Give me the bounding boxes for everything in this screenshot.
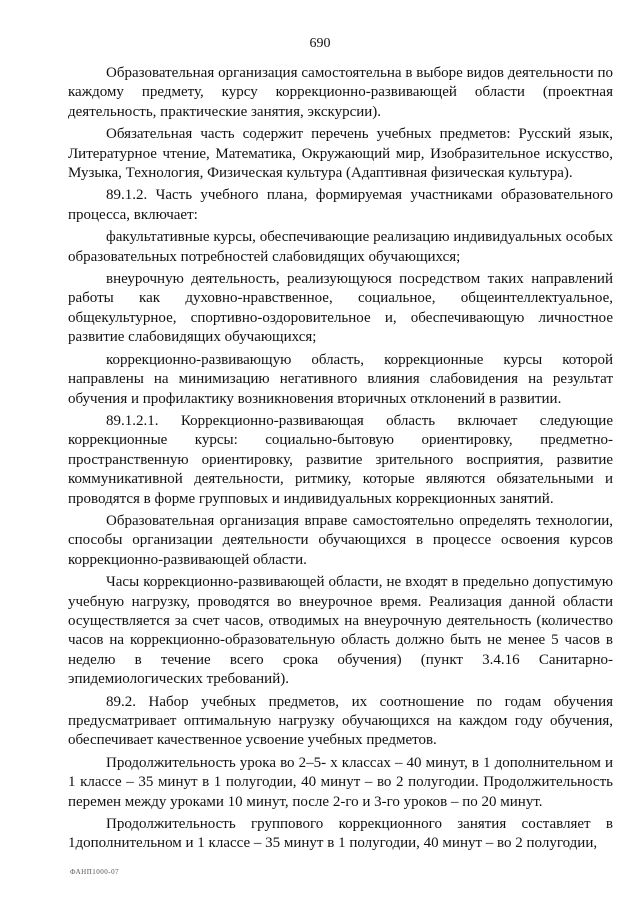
paragraph: 89.1.2.1. Коррекционно-развивающая область включает следующие коррекционные курсы: социально-бытовую ориентировку, предметно-пространственную ориентировку, развитие зрительного восприятия, развитие коммуникативной деятельности, ритмику, которые являются обязательными и проводятся в форме групповых и индивидуальных коррекционных занятий. <box>68 412 613 507</box>
paragraph: Продолжительность группового коррекционного занятия составляет в 1дополнительном и 1 классе – 35 минут в 1 полугодии, 40 минут – во 2 полугодии, <box>68 816 613 852</box>
document-body <box>68 64 613 857</box>
paragraph: факультативные курсы, обеспечивающие реализацию индивидуальных особых образовательных потребностей слабовидящих обучающихся; <box>68 229 613 265</box>
paragraph: Обязательная часть содержит перечень учебных предметов: Русский язык, Литературное чтение, Математика, Окружающий мир, Изобразительное искусство, Музыка, Технология, Физическая культура (Адаптивная физическая культура). <box>68 126 613 182</box>
paragraph: 89.1.2. Часть учебного плана, формируемая участниками образовательного процесса, включает: <box>68 187 613 223</box>
footer-code: ФАНП1000-07 <box>70 868 120 876</box>
paragraph: внеурочную деятельность, реализующуюся посредством таких направлений работы как духовно-нравственное, социальное, общеинтеллектуальное, общекультурное, спортивно-оздоровительное и, обеспечивающую личностное развитие слабовидящих обучающихся; <box>68 271 613 346</box>
paragraph: Продолжительность урока во 2–5- х классах – 40 минут, в 1 дополнительном и 1 классе – 35 минут в 1 полугодии, 40 минут – во 2 полугодии. Продолжительность перемен между уроками 10 минут, после 2-го и 3-го уроков – по 20 минут. <box>68 754 613 810</box>
paragraph: Образовательная организация вправе самостоятельно определять технологии, способы организации деятельности обучающихся в процессе освоения курсов коррекционно-развивающей области. <box>68 512 613 568</box>
paragraph: 89.2. Набор учебных предметов, их соотношение по годам обучения предусматривает оптимальную нагрузку обучающихся на каждом году обучения, обеспечивает качественное усвоение учебных предметов. <box>68 693 613 749</box>
paragraph: Образовательная организация самостоятельна в выборе видов деятельности по каждому предмету, курсу коррекционно-развивающей области (проектная деятельность, практические занятия, экскурсии). <box>68 65 613 120</box>
page-number: 690 <box>309 36 331 51</box>
paragraph: коррекционно-развивающую область, коррекционные курсы которой направлены на минимизацию негативного влияния слабовидения на результат обучения и профилактику возникновения вторичных отклонений в развитии. <box>68 351 613 407</box>
paragraph: Часы коррекционно-развивающей области, не входят в предельно допустимую учебную нагрузку, проводятся во внеурочное время. Реализация данной области осуществляется за счет часов, отводимых на внеурочную деятельность (количество часов на коррекционно-образовательную область должно быть не менее 5 часов в неделю в течение всего срока обучения) (пункт 3.4.16 Санитарно-эпидемиологических требований). <box>68 574 613 688</box>
